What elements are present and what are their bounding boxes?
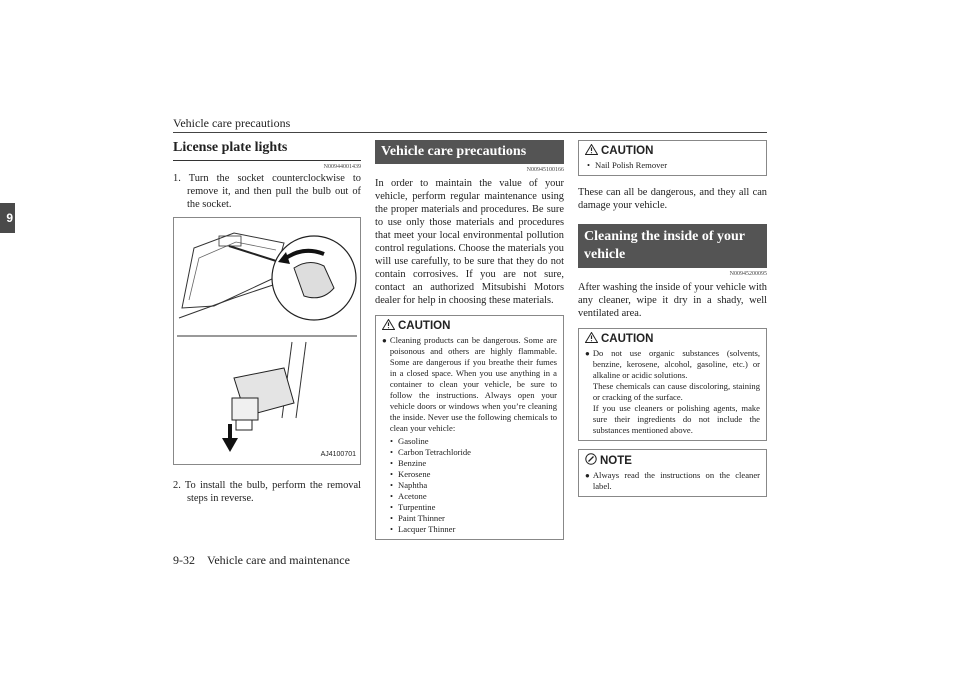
note-box [578, 449, 767, 497]
header-rule [173, 132, 767, 133]
step-2: 2. To install the bulb, perform the removal steps in reverse. [173, 480, 361, 504]
column-1 [173, 140, 361, 505]
step-1: 1. Turn the socket counterclockwise to remove it, and then pull the bulb out of the socket. [173, 173, 361, 210]
caution-box [375, 315, 564, 540]
caution-2-body [579, 348, 766, 440]
list-item: • Kerosene [390, 469, 431, 479]
caution-2-text: Do not use organic substances (solvents, benzine, kerosene, alcohol, gasoline, etc.) or alkaline or acidic solutions. [592, 348, 760, 380]
cleaning-inside-paragraph: After washing the inside of your vehicle with any cleaner, wipe it dry in a shady, well ventilated area. [578, 282, 767, 319]
section-code: N00945200095 [729, 271, 767, 277]
warning-triangle-icon [585, 144, 598, 158]
column-2 [375, 140, 564, 540]
page-footer [173, 553, 350, 568]
chapter-tab: 9 [0, 203, 15, 233]
note-label: NOTE [579, 450, 766, 470]
section-code: N00945100166 [526, 167, 564, 173]
list-item: • Benzine [390, 458, 427, 468]
header-title: Vehicle care precautions [173, 116, 291, 130]
bulb-removal-illustration [174, 218, 360, 464]
list-item: • Lacquer Thinner [390, 524, 456, 534]
section-heading-vehicle-care: Vehicle care precautions [375, 140, 564, 164]
caution-2-text-2: These chemicals can cause discoloring, staining or cracking of the surface. [592, 381, 760, 402]
caution-box-2 [578, 328, 767, 441]
bullet-icon: ● [585, 349, 590, 358]
list-item: • Paint Thinner [390, 513, 445, 523]
bullet-icon: ● [382, 336, 387, 345]
figure-code: AJ4100701 [320, 451, 356, 458]
page-number: 9-32 [173, 553, 195, 567]
warning-triangle-icon [585, 332, 598, 346]
note-body [579, 470, 766, 496]
section-heading-license-plate: License plate lights [173, 140, 361, 161]
note-pen-icon [585, 453, 597, 468]
caution-text: Cleaning products can be dangerous. Some are poisonous and others are highly flammable. Some are dangerous if you breathe their fumes in a closed space. When you use anything in a container to clean your vehicle, be sure to follow the instructions. Always open your vehicle doors or windows when you’re cleaning the inside. Never use the following chemicals to clean your vehicle: [389, 335, 557, 433]
bulb-removal-figure [173, 217, 361, 465]
footer-section: Vehicle care and maintenance [207, 553, 350, 567]
caution-continued-list [579, 160, 766, 175]
list-item: • Turpentine [390, 502, 436, 512]
caution-body [376, 335, 563, 539]
chemical-list [382, 436, 557, 535]
note-text: Always read the instructions on the cleaner label. [592, 470, 760, 491]
list-item: • Gasoline [390, 436, 429, 446]
caution-label: CAUTION [376, 316, 563, 335]
warning-triangle-icon [382, 319, 395, 333]
caution-label: CAUTION [579, 329, 766, 348]
vehicle-care-paragraph: In order to maintain the value of your vehicle, perform regular maintenance using the proper materials and procedures. Be sure to use only those materials and procedures that meet your local environmental pollution control regulations. Choose the materials you will use carefully, to be sure that they do not contain corrosives. If you are not sure, contact an authorized Mitsubishi Motors dealer for help in choosing these materials. [375, 178, 564, 306]
list-item: • Carbon Tetrachloride [390, 447, 471, 457]
caution-label: CAUTION [579, 141, 766, 160]
section-heading-cleaning-inside: Cleaning the inside of your vehicle [578, 224, 767, 268]
list-item: • Nail Polish Remover [587, 160, 668, 170]
caution-2-text-3: If you use cleaners or polishing agents, make sure their ingredients do not include the substances mentioned above. [592, 403, 760, 435]
list-item: • Naphtha [390, 480, 428, 490]
column-3 [578, 140, 767, 497]
danger-paragraph: These can all be dangerous, and they all can damage your vehicle. [578, 187, 767, 211]
caution-box-continued [578, 140, 767, 176]
section-code: N00944001439 [323, 164, 361, 170]
bullet-icon: ● [585, 471, 590, 480]
list-item: • Acetone [390, 491, 427, 501]
